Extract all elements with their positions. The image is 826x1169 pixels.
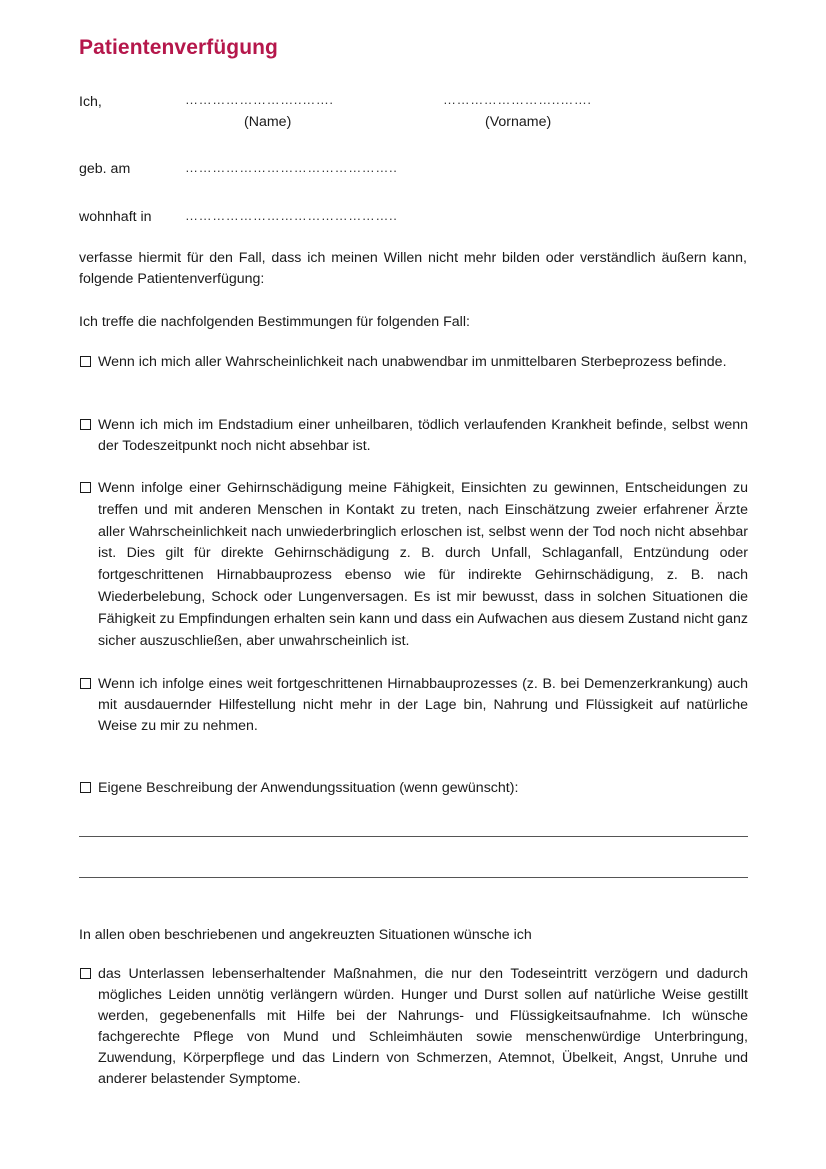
residence-field[interactable]: ……………………………………….. [185, 208, 398, 223]
situation-item [79, 674, 748, 737]
birthdate-field[interactable]: ……………………………………….. [185, 160, 398, 175]
custom-description-line-2[interactable] [79, 877, 748, 878]
birthdate-label: geb. am [79, 161, 131, 177]
vorname-field[interactable]: ……………………..……. [443, 92, 592, 107]
situation-item [79, 478, 748, 652]
intro-paragraph: verfasse hiermit für den Fall, dass ich meinen Willen nicht mehr bilden oder verständlich äußern kann, folgende Patientenverfügung: [79, 250, 747, 287]
situation-text: Eigene Beschreibung der Anwendungssituation (wenn gewünscht): [98, 780, 519, 796]
situation-text: Wenn ich mich im Endstadium einer unheilbaren, tödlich verlaufenden Krankheit befinde, selbst wenn der Todeszeitpunkt noch nicht absehbar ist. [98, 417, 748, 454]
section-heading: Ich treffe die nachfolgenden Bestimmungen für folgenden Fall: [79, 314, 470, 330]
checkbox[interactable] [80, 782, 91, 793]
residence-label: wohnhaft in [79, 209, 152, 225]
wish-text: das Unterlassen lebenserhaltender Maßnahmen, die nur den Todeseintritt verzögern und dadurch mögliches Leiden unnötig verlängern würden. Hunger und Durst sollen auf natürliche Weise gestillt werden, gegebenenfalls mit Hilfe bei der Nahrungs- und Flüssigkeitsaufnahme. Ich wünsche fachgerechte Pflege von Mund und Schleimhäuten sowie menschenwürdige Unterbringung, Zuwendung, Körperpflege und das Lindern von Schmerzen, Atemnot, Übelkeit, Angst, Unruhe und anderer belastender Symptome. [98, 966, 748, 1087]
wish-item [79, 964, 748, 1090]
page-title: Patientenverfügung [79, 36, 278, 59]
vorname-caption: (Vorname) [485, 114, 552, 130]
custom-description-line-1[interactable] [79, 836, 748, 837]
situation-item [79, 352, 748, 373]
name-caption: (Name) [244, 114, 292, 130]
situation-text: Wenn ich infolge eines weit fortgeschrittenen Hirnabbauprozesses (z. B. bei Demenzerkrankung) auch mit ausdauernder Hilfestellung nicht mehr in der Lage bin, Nahrung und Flüssigkeit auf natürliche Weise zu mir zu nehmen. [98, 676, 748, 734]
checkbox[interactable] [80, 482, 91, 493]
situation-item-custom [79, 778, 748, 799]
checkbox[interactable] [80, 968, 91, 979]
situation-item [79, 415, 748, 457]
checkbox[interactable] [80, 356, 91, 367]
checkbox[interactable] [80, 419, 91, 430]
wishes-heading: In allen oben beschriebenen und angekreuzten Situationen wünsche ich [79, 927, 532, 943]
name-field[interactable]: ……………………..……. [185, 92, 334, 107]
situation-text: Wenn infolge einer Gehirnschädigung meine Fähigkeit, Einsichten zu gewinnen, Entscheidungen zu treffen und mit anderen Menschen in Kontakt zu treten, nach Einschätzung zweier erfahrener Ärzte aller Wahrscheinlichkeit nach unwiederbringlich erloschen ist, selbst wenn der Tod noch nicht absehbar ist. Dies gilt für direkte Gehirnschädigung z. B. durch Unfall, Schlaganfall, Entzündung oder fortgeschrittenen Hirnabbauprozess ebenso wie für indirekte Gehirnschädigung, z. B. nach Wiederbelebung, Schock oder Lungenversagen. Es ist mir bewusst, dass in solchen Situationen die Fähigkeit zu Empfindungen erhalten sein kann und dass ein Aufwachen aus diesem Zustand nicht ganz sicher auszuschließen, aber unwahrscheinlich ist. [98, 480, 748, 649]
ich-label: Ich, [79, 94, 102, 110]
checkbox[interactable] [80, 678, 91, 689]
situation-text: Wenn ich mich aller Wahrscheinlichkeit nach unabwendbar im unmittelbaren Sterbeprozess befinde. [98, 354, 727, 370]
